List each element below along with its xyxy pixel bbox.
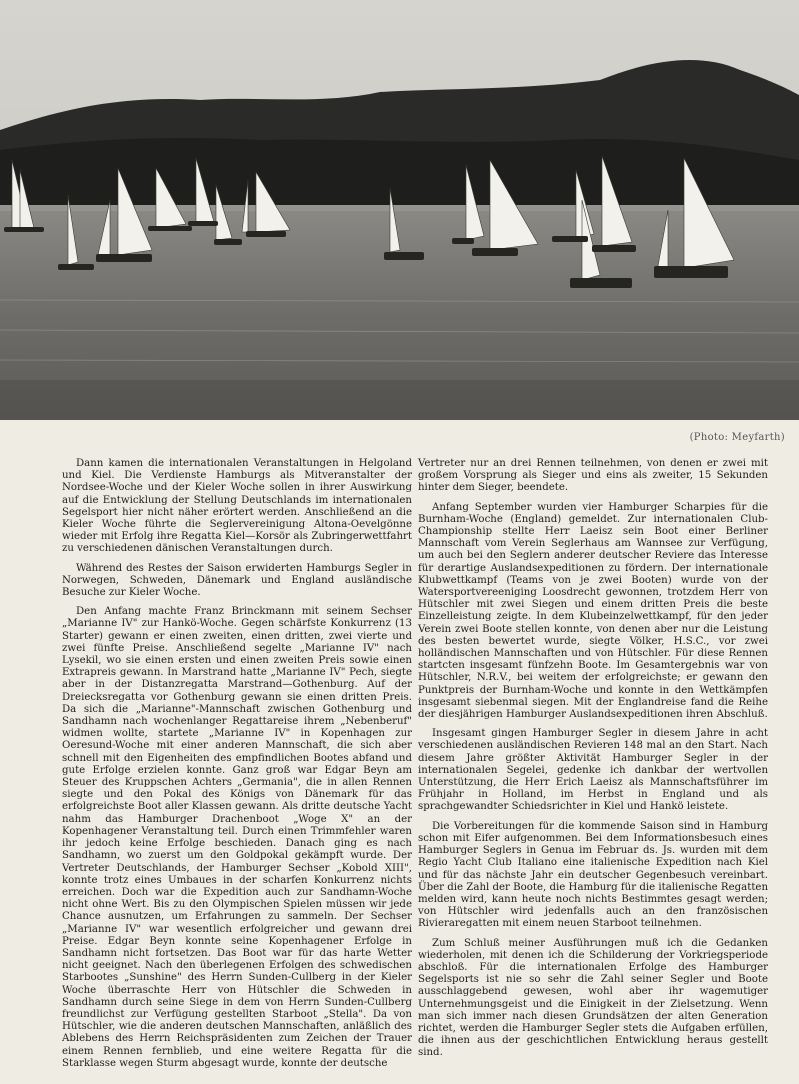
regatta-photo bbox=[0, 0, 799, 420]
paragraph: Den Anfang machte Franz Brinckmann mit seinem Sechser „Marianne IV" zur Hankö-Woche. Gegen schärfste Konkurrenz (13 Starter) gewann er einen zweiten, einen dritten, zwei vierte und zwei fünfte Preise. Anschließend segelte „Marianne IV" nach Lysekil, wo sie einen ersten und einen zweiten Preis sowie einen Extrapreis gewann. In Marstrand hatte „Marianne IV" Pech, siegte aber in der Distanzregatta Marstrand—Gothenburg. Auf der Dreiecksregatta vor Gothenburg gewann sie einen dritten Preis. Da sich die „Marianne"-Mannschaft zwischen Gothenburg und Sandhamn nach wochenlanger Regattareise ihrem „Nebenberuf" widmen wollte, startete „Marianne IV" in Kopenhagen zur Oeresund-Woche mit einer anderen Mannschaft, die sich aber schnell mit den Eigenheiten des empfindlichen Bootes abfand und gute Erfolge erzielen konnte. Ganz groß war Edgar Beyn am Steuer des Kruppschen Achters „Germania", die in allen Rennen siegte und den Pokal des Königs von Dänemark für das erfolgreichste Boot aller Klassen gewann. Als dritte deutsche Yacht nahm das Hamburger Drachenboot „Woge X" an der Kopenhagener Veranstaltung teil. Durch einen Trimmfehler waren ihr jedoch keine Erfolge beschieden. Danach ging es nach Sandhamn, wo zuerst um den Goldpokal gekämpft wurde. Der Vertreter Deutschlands, der Hamburger Sechser „Kobold XIII", konnte trotz eines Umbaues in der scharfen Konkurrenz nichts erreichen. Doch war die Expedition auch zur Sandhamn-Woche nicht ohne Wert. Bis zu den Olympischen Spielen müssen wir jede Chance ausnutzen, um Erfahrungen zu sammeln. Der Sechser „Marianne IV" war wesentlich erfolgreicher und gewann drei Preise. Edgar Beyn konnte seine Kopenhagener Erfolge in Sandhamn nicht fortsetzen. Das Boot war für das harte Wetter nicht geeignet. Nach den überlegenen Erfolgen des schwedischen Starbootes „Sunshine" des Herrn Sunden-Cullberg in der Kieler Woche überraschte Herr von Hütschler die Schweden in Sandhamn durch seine Siege in dem von Herrn Sunden-Cullberg freundlichst zur Verfügung gestellten Starboot „Stella". Da von Hütschler, wie die anderen deutschen Mannschaften, anläßlich des Ablebens des Herrn Reichspräsidenten zum Zeichen der Trauer einem Rennen fernblieb, und eine weitere Regatta für die Starklasse wegen Sturm abgesagt wurde, konnte der deutsche bbox=[62, 606, 412, 1069]
photo-credit: (Photo: Meyfarth) bbox=[689, 432, 785, 443]
paragraph: Insgesamt gingen Hamburger Segler in diesem Jahre in acht verschiedenen ausländischen Revieren 148 mal an den Start. Nach diesem Jahre größter Aktivität Hamburger Segler in der internationalen Segelei, gedenke ich dankbar der wertvollen Unterstützung, die Herr Erich Laeisz als Mannschaftsführer im Frühjahr in Holland, im Herbst in England und als sprachgewandter Schiedsrichter in Kiel und Hankö leistete. bbox=[418, 728, 768, 813]
paragraph: Anfang September wurden vier Hamburger Scharpies für die Burnham-Woche (England) gemeldet. Zur internationalen Club-Championship stellte Herr Laeisz sein Boot einer Berliner Mannschaft vom Verein Seglerhaus am Wannsee zur Verfügung, um auch bei den Seglern anderer deutscher Reviere das Interesse für derartige Auslandsexpeditionen zu fördern. Der internationale Klubwettkampf (Teams von je zwei Booten) wurde von der Watersportvereeniging Loosdrecht gewonnen, trotzdem Herr von Hütschler mit zwei Siegen und einem dritten Preis die beste Einzelleistung zeigte. In dem Klubeinzelwettkampf, für den jeder Verein zwei Boote stellen konnte, von denen aber nur die Leistung des besten bewertet wurde, siegte Völker, H.S.C., vor zwei holländischen Mannschaften und von Hütschler. Für diese Rennen startcten insgesamt fünfzehn Boote. Im Gesamtergebnis war von Hütschler, N.R.V., bei weitem der erfolgreichste; er gewann den Punktpreis der Burnham-Woche und konnte in den Wettkämpfen insgesamt siebenmal siegen. Mit der Englandreise fand die Reihe der diesjährigen Hamburger Auslandsexpeditionen ihren Abschluß. bbox=[418, 501, 768, 721]
paragraph: Vertreter nur an drei Rennen teilnehmen, von denen er zwei mit großem Vorsprung als Sieger und eins als zweiter, 15 Sekunden hinter dem Sieger, beendete. bbox=[418, 458, 768, 494]
paragraph: Dann kamen die internationalen Veranstaltungen in Helgoland und Kiel. Die Verdienste Hamburgs als Mitveranstalter der Nordsee-Woche und der Kieler Woche sollen in ihrer Auswirkung auf die Entwicklung der Stellung Deutschlands im internationalen Segelsport hier nicht näher erörtert werden. Anschließend an die Kieler Woche führte die Seglervereinigung Altona-Oevelgönne wieder mit Erfolg ihre Regatta Kiel—Korsör als Zubringerwettfahrt zu verschiedenen dänischen Veranstaltungen durch. bbox=[62, 458, 412, 555]
paragraph: Zum Schluß meiner Ausführungen muß ich die Gedanken wiederholen, mit denen ich die Schilderung der Vorkriegsperiode abschloß. Für die internationalen Erfolge des Hamburger Segelsports ist nie so sehr die Zahl seiner Segler und Boote ausschlaggebend gewesen, wohl aber ihr wagemutiger Unternehmungsgeist und die Einigkeit in der Zielsetzung. Wenn man sich immer nach diesen Grundsätzen der alten Generation richtet, werden die Hamburger Segler stets die Aufgaben erfüllen, die ihnen aus der geschichtlichen Entwicklung heraus gestellt sind. bbox=[418, 937, 768, 1059]
paragraph: Während des Restes der Saison erwiderten Hamburgs Segler in Norwegen, Schweden, Dänemark und England ausländische Besuche zur Kieler Woche. bbox=[62, 562, 412, 599]
article-column-left bbox=[62, 458, 412, 1077]
article-column-right bbox=[418, 458, 768, 1067]
paragraph: Die Vorbereitungen für die kommende Saison sind in Hamburg schon mit Eifer aufgenommen. Bei dem Informationsbesuch eines Hamburger Seglers in Genua im Februar ds. Js. wurden mit dem Regio Yacht Club Italiano eine italienische Expedition nach Kiel und für das nächste Jahr ein deutscher Gegenbesuch vereinbart. Über die Zahl der Boote, die Hamburg für die italienische Regatten melden wird, kann heute noch nichts Bestimmtes gesagt werden; von Hütschler wird jedenfalls auch an den französischen Rivieraregatten mit einem neuen Starboot teilnehmen. bbox=[418, 820, 769, 930]
